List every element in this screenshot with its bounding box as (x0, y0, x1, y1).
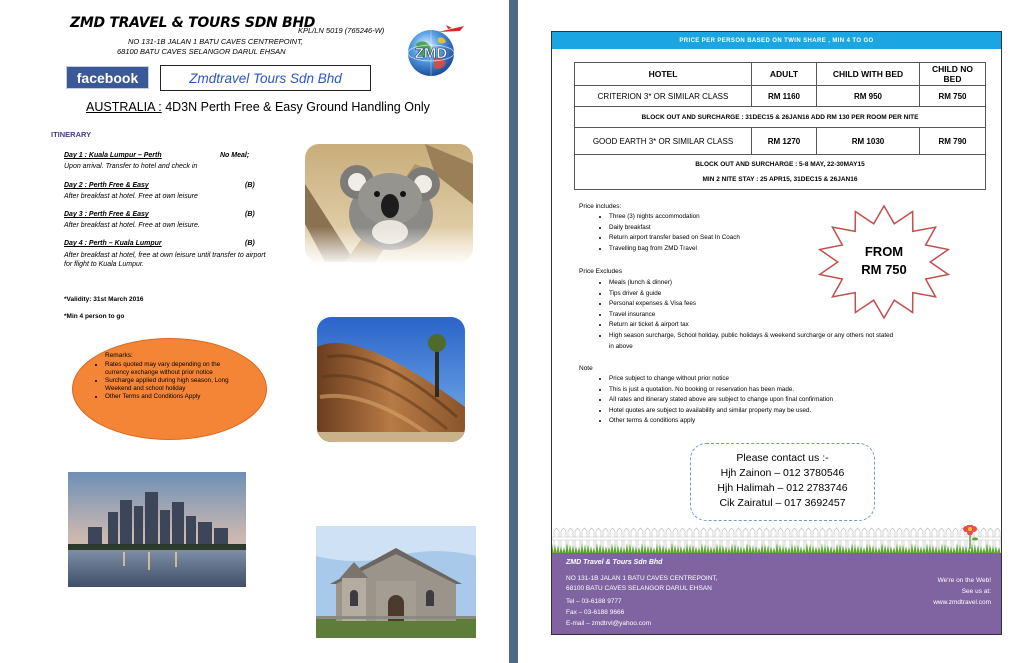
price-table (574, 62, 986, 190)
list-item: • Price subject to change without prior notice (609, 374, 929, 385)
remark-item: • Surcharge applied during high season, Long Weekend and school holiday (105, 377, 240, 393)
wave-rock-photo (317, 317, 465, 442)
adult-price-cell: RM 1270 (752, 128, 817, 155)
child-with-bed-price-cell: RM 1030 (817, 128, 920, 155)
list-item: • High season surcharge, School holiday, public holidays & weekend surcharge or any others not stated in above (609, 331, 899, 352)
remarks-title: Remarks: (105, 352, 133, 359)
footer-contact-panel (552, 553, 1001, 634)
logo-text: ZMD (414, 45, 448, 62)
itinerary-day-desc: After breakfast at hotel, free at own leisure until transfer to airport for flight to Kuala Lumpur. (64, 252, 266, 268)
contact-box (690, 443, 875, 521)
list-item: • This is just a quotation. No booking or reservation has been made. (609, 385, 929, 396)
itinerary-day-meal: (B) (245, 211, 255, 218)
child-with-bed-price-cell: RM 950 (817, 86, 920, 107)
list-item: • All rates and itinerary stated above are subject to change upon final confirmation (609, 395, 929, 406)
footer-company-name: ZMD Travel & Tours Sdn Bhd (566, 559, 663, 566)
footer-web-line1: We're on the Web! (937, 577, 991, 584)
footer-address-line2: 68100 BATU CAVES SELANGOR DARUL EHSAN (566, 585, 712, 592)
footer-tel: Tel – 03-6188 9777 (566, 598, 622, 605)
footer-fax: Fax – 03-6188 9666 (566, 609, 625, 616)
list-item: • Three (3) nights accommodation (609, 212, 740, 223)
list-item: • Personal expenses & Visa fees (609, 299, 899, 310)
list-item: • Travelling bag from ZMD Travel (609, 244, 740, 255)
hotel-cell: CRITERION 3* OR SIMILAR CLASS (575, 86, 752, 107)
facebook-page-name: Zmdtravel Tours Sdn Bhd (160, 65, 371, 91)
price-excludes-heading: Price Excludes (579, 268, 622, 275)
company-name: ZMD TRAVEL & TOURS SDN BHD (70, 15, 316, 31)
company-address-line2: 68100 BATU CAVES SELANGOR DARUL EHSAN (117, 47, 286, 56)
itinerary-day-meal: (B) (245, 240, 255, 247)
min-person-note: *Min 4 person to go (64, 313, 125, 320)
remarks-oval (72, 338, 267, 440)
perth-city-photo (68, 472, 246, 587)
col-header-adult: ADULT (752, 63, 817, 86)
table-row (575, 86, 986, 107)
itinerary-day-title: Day 2 : Perth Free & Easy (64, 182, 149, 189)
table-row (575, 128, 986, 155)
col-header-child-with-bed: CHILD WITH BED (817, 63, 920, 86)
itinerary-day-title: Day 1 : Kuala Lumpur – Perth (64, 152, 162, 159)
table-row (575, 155, 986, 190)
child-no-bed-price-cell: RM 790 (920, 128, 986, 155)
from-price: RM 750 (861, 262, 907, 277)
blockout-minstay-cell (575, 155, 986, 190)
footer-email[interactable]: E-mail – zmdtrvl@yahoo.com (566, 620, 651, 627)
list-item: • Other terms & conditions apply (609, 416, 929, 427)
list-item: • Meals (lunch & dinner) (609, 278, 899, 289)
validity-note: *Validity: 31st March 2016 (64, 296, 144, 303)
list-item: • Return airport transfer based on Seat In Coach (609, 233, 740, 244)
tour-title (86, 100, 430, 114)
notes-list (598, 374, 929, 427)
contact-heading: Please contact us :- (736, 452, 829, 464)
min-stay-line: MIN 2 NITE STAY : 25 APR15, 31DEC15 & 26JAN16 (702, 176, 858, 183)
blockout-surcharge-cell: BLOCK OUT AND SURCHARGE : 31DEC15 & 26JAN16 ADD RM 130 PER ROOM PER NITE (575, 107, 986, 128)
list-item: • Travel insurance (609, 310, 899, 321)
footer-website[interactable]: www.zmdtravel.com (933, 599, 991, 606)
remark-item: • Other Terms and Conditions Apply (105, 393, 240, 401)
itinerary-day-title: Day 3 : Perth Free & Easy (64, 211, 149, 218)
grass-fence-decoration (552, 525, 1001, 553)
itinerary-day-title: Day 4 : Perth – Kuala Lumpur (64, 240, 162, 247)
brochure-page-right (518, 0, 1034, 663)
price-includes-heading: Price includes: (579, 203, 622, 210)
itinerary-heading: ITINERARY (51, 130, 92, 139)
company-address-line1: NO 131-1B JALAN 1 BATU CAVES CENTREPOINT, (128, 37, 304, 46)
price-includes-list (598, 212, 740, 254)
blockout-surcharge-line: BLOCK OUT AND SURCHARGE : 5-8 MAY, 22-30MAY15 (695, 161, 865, 168)
remark-item: • Rates quoted may vary depending on the currency exchange without prior notice (105, 361, 240, 377)
facebook-logo: facebook (66, 66, 149, 89)
remarks-list (95, 361, 240, 401)
list-item: • Return air ticket & airport tax (609, 320, 899, 331)
tour-title-prefix: AUSTRALIA : (86, 100, 162, 114)
license-number: KPL/LN 5019 (765246-W) (298, 26, 385, 35)
note-heading: Note (579, 365, 593, 372)
contact-person: Cik Zairatul – 017 3692457 (719, 497, 846, 509)
col-header-child-no-bed: CHILD NO BED (920, 63, 986, 86)
child-no-bed-price-cell: RM 750 (920, 86, 986, 107)
hotel-cell: GOOD EARTH 3* OR SIMILAR CLASS (575, 128, 752, 155)
table-header-row (575, 63, 986, 86)
col-header-hotel: HOTEL (575, 63, 752, 86)
adult-price-cell: RM 1160 (752, 86, 817, 107)
list-item: • Hotel quotes are subject to availability and similar property may be used. (609, 406, 929, 417)
tour-title-rest: 4D3N Perth Free & Easy Ground Handling Only (161, 100, 430, 114)
contact-person: Hjh Zainon – 012 3780546 (720, 467, 845, 479)
itinerary-day-desc: After breakfast at hotel. Free at own leisure. (64, 222, 200, 229)
zmd-globe-logo-icon (396, 24, 471, 79)
footer-web-line2: See us at: (961, 588, 991, 595)
church-photo (316, 526, 476, 638)
koala-photo (305, 144, 473, 262)
table-row (575, 107, 986, 128)
itinerary-day-desc: Upon arrival. Transfer to hotel and check in (64, 163, 198, 170)
itinerary-day-meal: (B) (245, 182, 255, 189)
list-item: • Daily breakfast (609, 223, 740, 234)
price-banner: PRICE PER PERSON BASED ON TWIN SHARE , MIN 4 TO GO (552, 32, 1001, 49)
brochure-page-left (0, 0, 509, 663)
from-price-starburst (815, 203, 953, 321)
from-label: FROM (864, 244, 904, 259)
contact-person: Hjh Halimah – 012 2783746 (717, 482, 848, 494)
footer-address-line1: NO 131-1B JALAN 1 BATU CAVES CENTREPOINT, (566, 575, 718, 582)
itinerary-day-meal: No Meal; (220, 152, 250, 159)
itinerary-day-desc: After breakfast at hotel. Free at own leisure (64, 193, 198, 200)
list-item: • Tips driver & guide (609, 289, 899, 300)
